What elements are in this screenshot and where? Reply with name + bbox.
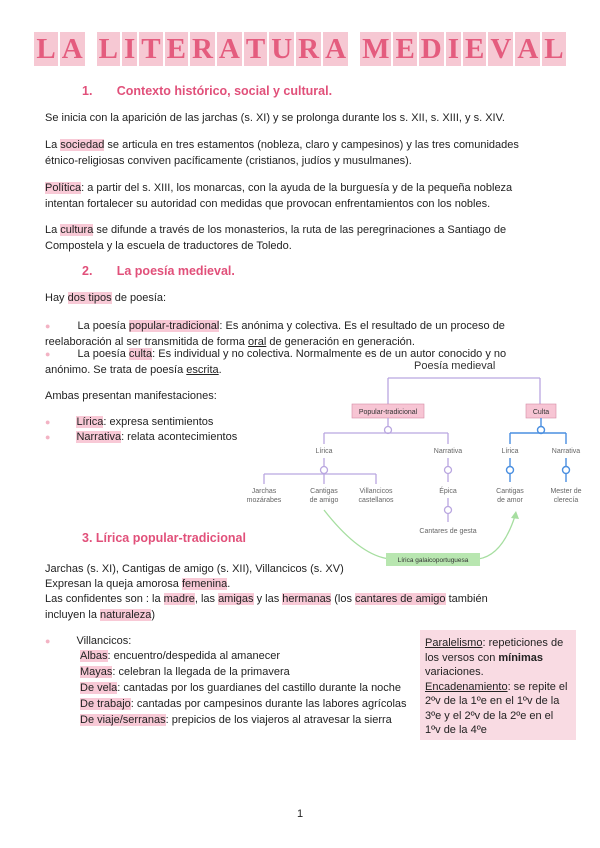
paragraph-confidentes: Las confidentes son : la madre, las amigas y las hermanas (los cantares de amigo también incluyen la naturaleza) (45, 593, 488, 621)
title-letter: L (544, 33, 564, 65)
villancico-item: De vela: cantadas por los guardianes del castillo durante la noche (80, 682, 402, 694)
poesia-medieval-diagram (240, 356, 585, 572)
title-letter: T (141, 33, 161, 65)
title-letter: R (191, 33, 213, 65)
paragraph-context: Se inicia con la aparición de las jarchas (s. XI) y se prolonga durante los s. XII, s. XIII, y s. XIV. (45, 112, 505, 124)
title-letter: M (362, 33, 390, 65)
title-letter: I (123, 33, 136, 65)
title-letter: E (465, 33, 485, 65)
title-letter: R (298, 33, 320, 65)
note-box: Paralelismo: repeticiones de los versos con mínimas variaciones. Encadenamiento: se repite el 2ºv de la 1ºe en el 1ºv de la 3ºe y el 2ºv de la 2ºe en el 1ºv de la 4ºe (420, 630, 576, 740)
bullet-icon: ● (45, 349, 51, 359)
mester-label: Mester de clerecía (550, 488, 582, 504)
bullet-icon: ● (45, 432, 51, 442)
title-letter: I (447, 33, 460, 65)
bullet-icon: ● (45, 417, 51, 427)
paragraph-dos-tipos: Hay dos tipos de poesía: (45, 292, 167, 304)
title-letter: A (517, 33, 539, 65)
highlight-politica: Política (45, 182, 82, 194)
title-letter: E (166, 33, 186, 65)
lirica-culta-label: Lírica (501, 448, 519, 455)
bullet-lirica: ● Lírica: expresa sentimientos (45, 416, 214, 428)
title-letter: V (490, 33, 512, 65)
paragraph-queja: Expresan la queja amorosa femenina. (45, 578, 231, 590)
title-letter: A (218, 33, 240, 65)
page-number: 1 (296, 808, 304, 820)
villancicos-bullet: ● Villancicos: (45, 635, 132, 647)
villancico-item: Albas: encuentro/despedida al amanecer (80, 650, 280, 662)
highlight-cultura: cultura (60, 224, 94, 236)
cantigas-amor-label: Cantigas de amor (496, 488, 524, 504)
title-letter: E (395, 33, 415, 65)
paragraph-cultura: La cultura se difunde a través de los monasterios, la ruta de las peregrinaciones a Santiago de Compostela y la escuela de traductores de Toledo. (45, 224, 507, 252)
title-letter: U (271, 33, 293, 65)
section-3-heading: 3. Lírica popular-tradicional (82, 531, 246, 545)
villancicos-label: Villancicos castellanos (358, 488, 394, 504)
paragraph-ambas: Ambas presentan manifestaciones: (45, 390, 217, 402)
section-1-heading: 1. Contexto histórico, social y cultural. (82, 84, 333, 98)
villancico-item: De viaje/serranas: prepicios de los viajeros al atravesar la sierra (80, 714, 392, 726)
jarchas-label: Jarchas mozárabes (246, 488, 282, 504)
villancico-item: Mayas: celebran la llegada de la primavera (80, 666, 290, 678)
paragraph-jarchas: Jarchas (s. XI), Cantigas de amigo (s. XII), Villancicos (s. XV) (45, 563, 344, 575)
villancico-item: De trabajo: cantadas por campesinos durante las labores agrícolas (80, 698, 407, 710)
paragraph-sociedad: La sociedad se articula en tres estamentos (nobleza, claro y campesinos) y las tres comunidades étnico-religiosas conviven pacíficamente (cristianos, judíos y musulmanes). (45, 139, 519, 167)
villancicos-list (80, 648, 415, 728)
diagram-title: Poesía medieval (414, 360, 496, 372)
bullet-popular: ● La poesía popular-tradicional: Es anónima y colectiva. Es el resultado de un proceso de reelaboración al ser transmitida de forma oral de generación en generación. (45, 320, 505, 348)
title-letter: L (98, 33, 118, 65)
title-letter: D (420, 33, 442, 65)
narrativa-culta-label: Narrativa (551, 448, 581, 455)
lirica-galaico-label: Lírica galaicoportuguesa (397, 557, 469, 564)
lirica-label: Lírica (315, 448, 333, 455)
culta-label: Culta (532, 409, 550, 416)
popular-label: Popular-tradicional (358, 409, 418, 416)
highlight-sociedad: sociedad (60, 139, 105, 151)
title-letter: A (61, 33, 83, 65)
page-title (0, 32, 600, 66)
title-letter: L (36, 33, 56, 65)
epica-label: Épica (439, 488, 457, 495)
title-letter: A (325, 33, 347, 65)
cantares-label: Cantares de gesta (419, 528, 477, 535)
bullet-narrativa: ● Narrativa: relata acontecimientos (45, 431, 238, 443)
bullet-icon: ● (45, 636, 51, 646)
bullet-icon: ● (45, 321, 51, 331)
paragraph-politica: Política: a partir del s. XIII, los monarcas, con la ayuda de la burguesía y de la pequeña nobleza intentan fortalecer su autoridad con medidas que provocan enfrentamientos con los nobles. (45, 182, 513, 210)
title-letter: T (245, 33, 266, 65)
narrativa-label: Narrativa (433, 448, 463, 455)
section-2-heading: 2. La poesía medieval. (82, 264, 235, 278)
bullet-culta: ● La poesía culta: Es individual y no colectiva. Normalmente es de un autor conocido y no anónimo. Se trata de poesía escrita. (45, 348, 507, 376)
cantigas-amigo-label: Cantigas de amigo (309, 488, 339, 504)
